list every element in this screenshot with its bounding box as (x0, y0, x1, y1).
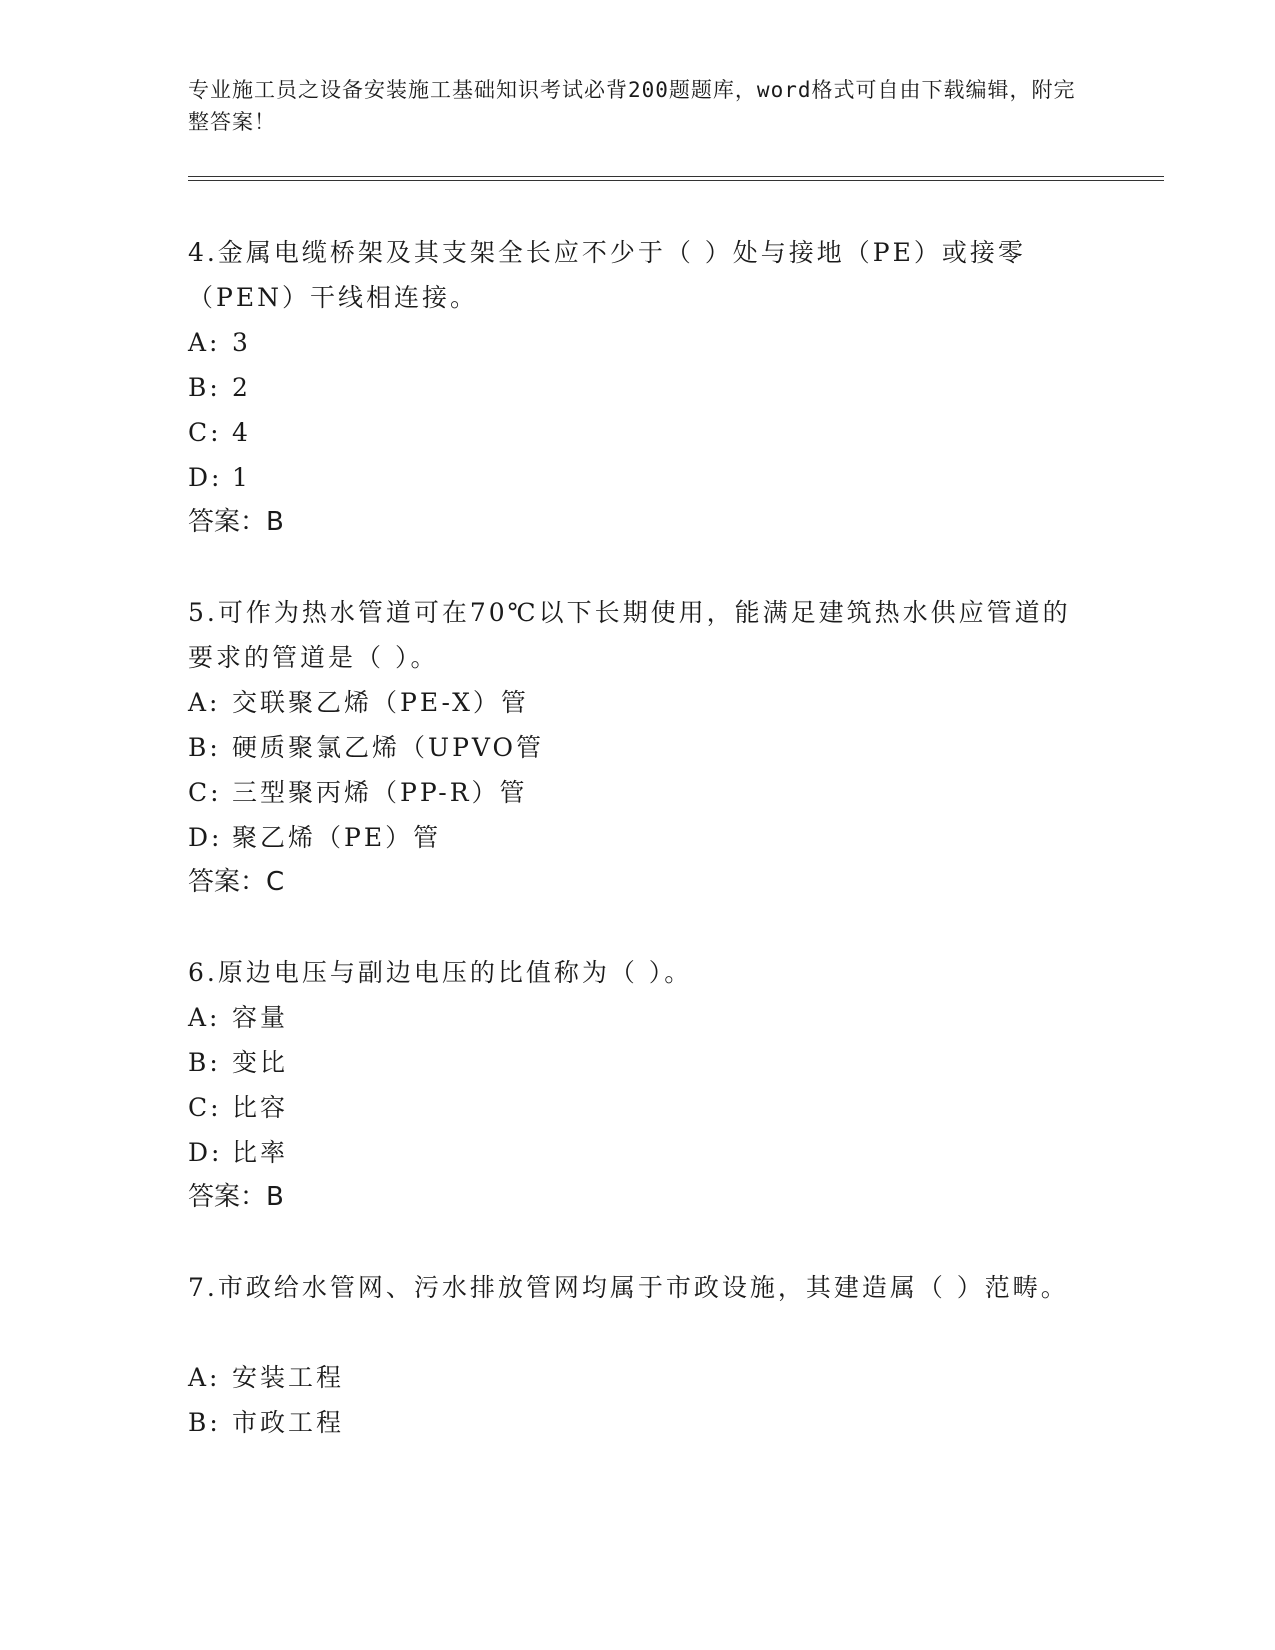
option-text: 比容 (232, 1093, 289, 1122)
option-c (188, 770, 528, 815)
option-text: 2 (232, 373, 251, 402)
answer-line: 答案：B (188, 507, 284, 537)
option-letter: C: (188, 1093, 222, 1122)
option-letter: C: (188, 418, 222, 447)
option-text: 市政工程 (232, 1408, 345, 1437)
option-text: 变比 (232, 1048, 289, 1077)
option-letter: A: (188, 328, 221, 357)
option-b (188, 365, 251, 410)
option-text: 1 (232, 463, 251, 492)
header-rule-bottom (188, 180, 1164, 181)
document-title: 专业施工员之设备安装施工基础知识考试必背200题题库，word格式可自由下载编辑，附完整答案！ (188, 78, 1076, 134)
option-letter: D: (188, 463, 223, 492)
option-letter: D: (188, 1138, 223, 1167)
option-d (188, 1130, 288, 1175)
option-letter: A: (188, 1363, 221, 1392)
option-text: 交联聚乙烯（PE-X）管 (232, 688, 529, 717)
option-b (188, 1400, 344, 1445)
option-text: 比率 (232, 1138, 289, 1167)
option-text: 聚乙烯（PE）管 (232, 823, 442, 852)
option-a (188, 680, 529, 725)
option-letter: A: (188, 688, 221, 717)
option-c (188, 1085, 288, 1130)
option-c (188, 410, 251, 455)
question-stem: 5.可作为热水管道可在70℃以下长期使用，能满足建筑热水供应管道的要求的管道是（ ）。 (188, 598, 1071, 672)
question-stem: 6.原边电压与副边电压的比值称为（ ）。 (188, 958, 693, 987)
option-text: 安装工程 (232, 1363, 345, 1392)
option-text: 3 (232, 328, 251, 357)
option-a (188, 320, 251, 365)
option-letter: B: (188, 1048, 221, 1077)
option-letter: B: (188, 733, 221, 762)
question-stem: 7.市政给水管网、污水排放管网均属于市政设施，其建造属（ ）范畴。 (188, 1273, 1069, 1302)
option-d (188, 815, 441, 860)
option-a (188, 995, 288, 1040)
option-letter: A: (188, 1003, 221, 1032)
answer-line: 答案：C (188, 867, 285, 897)
option-text: 容量 (232, 1003, 289, 1032)
question-stem: 4.金属电缆桥架及其支架全长应不少于（ ）处与接地（PE）或接零（PEN）干线相连接。 (188, 238, 1026, 312)
option-a (188, 1355, 344, 1400)
option-d (188, 455, 251, 500)
option-letter: B: (188, 373, 221, 402)
option-text: 4 (232, 418, 251, 447)
answer-line: 答案：B (188, 1182, 284, 1212)
option-text: 硬质聚氯乙烯（UPVO管 (232, 733, 545, 762)
option-b (188, 1040, 288, 1085)
option-letter: C: (188, 778, 222, 807)
option-letter: D: (188, 823, 223, 852)
option-b (188, 725, 544, 770)
option-letter: B: (188, 1408, 221, 1437)
header-rule-top (188, 176, 1164, 177)
option-text: 三型聚丙烯（PP-R）管 (232, 778, 528, 807)
